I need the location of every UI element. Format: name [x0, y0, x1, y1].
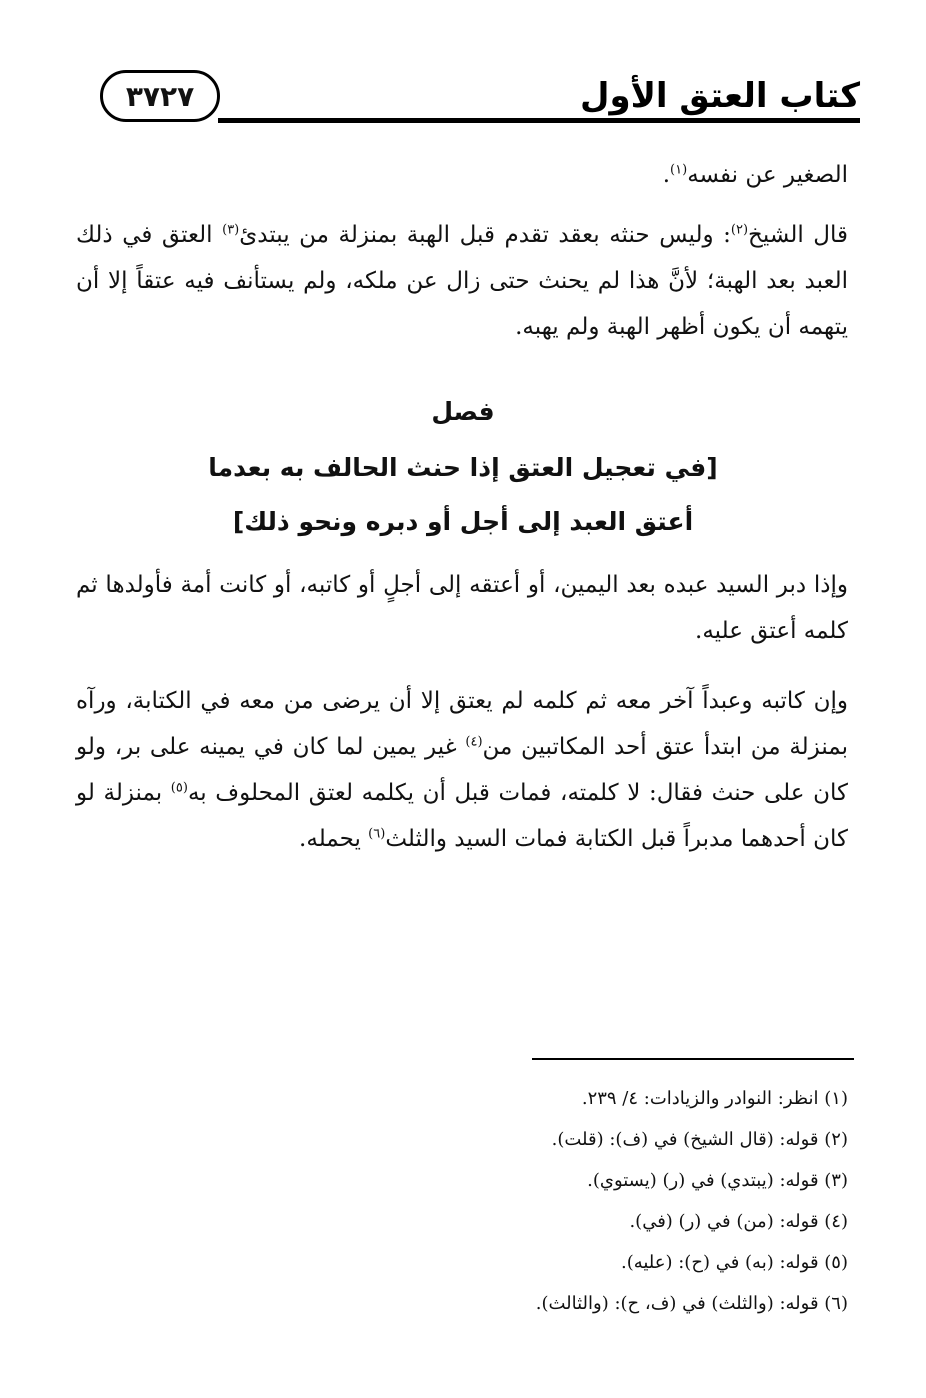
paragraph-4-part-b: غير يمين لما كان في يمينه على بر، ولو كان على حنث فقال: لا كلمته، فمات قبل أن يكلمه لعتق المحلوف به — [76, 734, 848, 806]
footnote-ref-5: (٥) — [170, 780, 188, 796]
section-subtitle-line-2: أعتق العبد إلى أجل أو دبره ونحو ذلك] — [232, 507, 694, 536]
paragraph-4-part-d: يحمله. — [299, 826, 369, 852]
paragraph-1-text: الصغير عن نفسه — [687, 162, 848, 188]
footnote-3: (٣) قوله: (يبتدي) في (ر) (يستوي). — [587, 1170, 848, 1191]
book-title: كتاب العتق الأول — [579, 76, 860, 116]
footnote-2: (٢) قوله: (قال الشيخ) في (ف): (قلت). — [551, 1129, 848, 1150]
footnotes — [76, 1078, 848, 1324]
paragraph-2-part-a: قال الشيخ — [748, 222, 849, 248]
paragraph-2-part-b: : وليس حنثه بعقد تقدم قبل الهبة بمنزلة من يبتدئ — [239, 222, 731, 248]
footnote-ref-6: (٦) — [368, 826, 386, 842]
footnote-ref-4: (٤) — [465, 734, 483, 750]
footnote-ref-1: (١) — [670, 162, 688, 178]
footnote-1: (١) انظر: النوادر والزيادات: ٤/ ٢٣٩. — [581, 1088, 848, 1109]
page-header — [100, 64, 860, 128]
paragraph-3: وإذا دبر السيد عبده بعد اليمين، أو أعتقه إلى أجلٍ أو كاتبه، أو كانت أمة فأولدها ثم كلمه أعتق عليه. — [76, 572, 848, 644]
paragraph-1-end: . — [662, 162, 671, 188]
paragraph-4 — [76, 678, 848, 862]
paragraph-2-part-c: العتق في ذلك العبد بعد الهبة؛ لأنَّ هذا لم يحنث حتى زال عن ملكه، ولم يستأنف فيه عتقاً إلا أن يتهمه أن يكون أظهر الهبة ولم يهبه. — [76, 222, 848, 340]
footnote-ref-2: (٢) — [730, 222, 749, 238]
footnote-5: (٥) قوله: (به) في (ح): (عليه). — [620, 1252, 848, 1273]
header-rule — [218, 118, 860, 123]
section-subtitle-line-1: [في تعجيل العتق إذا حنث الحالف به بعدما — [208, 453, 718, 482]
page-number-badge — [100, 70, 220, 122]
footnote-4: (٤) قوله: (من) في (ر) (في). — [629, 1211, 848, 1232]
paragraph-1 — [76, 152, 848, 198]
paragraph-4-part-a: وإن كاتبه وعبداً آخر معه ثم كلمه لم يعتق إلا أن يرضى من معه في الكتابة، ورآه بمنزلة من ابتدأ عتق أحد المكاتبين من — [76, 688, 848, 760]
page-number: ٣٧٢٧ — [125, 79, 195, 113]
section-heading: فصل — [431, 397, 495, 426]
footnote-separator — [532, 1058, 854, 1060]
paragraph-4-part-c: بمنزلة لو كان أحدهما مدبراً قبل الكتابة فمات السيد والثلث — [76, 780, 848, 852]
footnote-ref-3: (٣) — [222, 222, 240, 238]
paragraph-2 — [76, 212, 848, 350]
footnote-6: (٦) قوله: (والثلث) في (ف، ح): (والثالث). — [535, 1293, 848, 1314]
